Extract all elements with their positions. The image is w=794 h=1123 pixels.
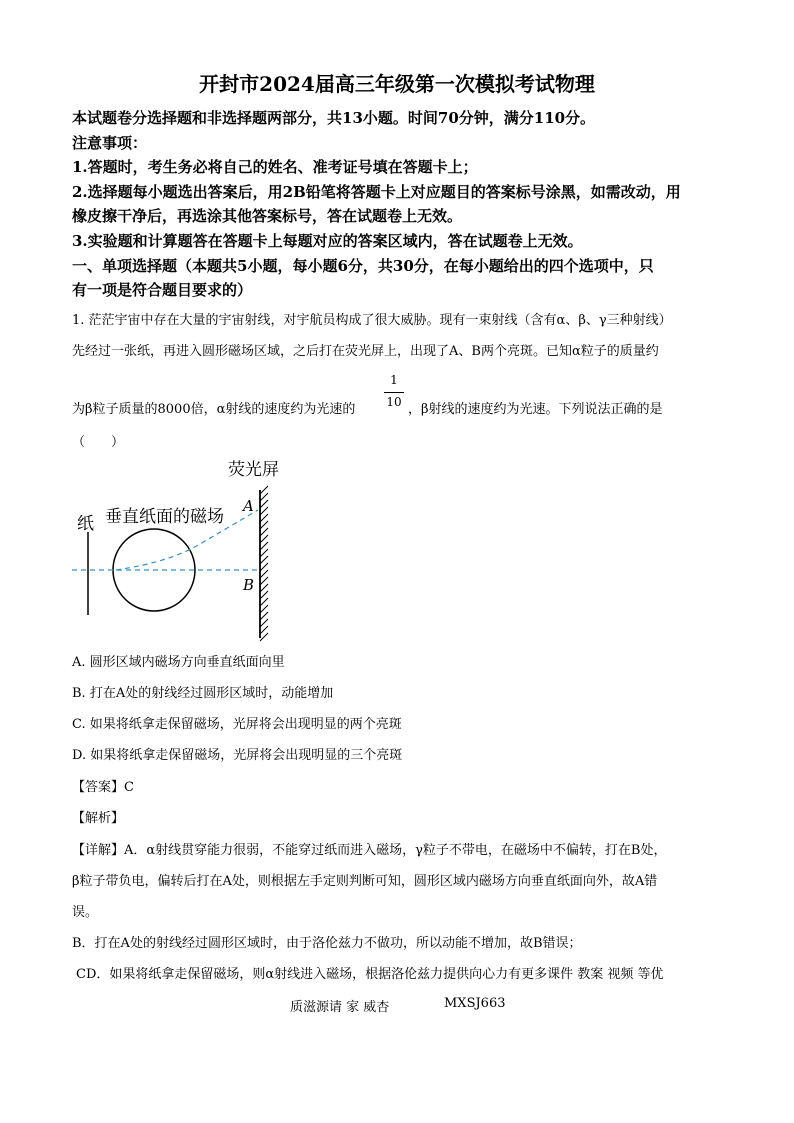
detail-line-5: CD．如果将纸拿走保留磁场，则α射线进入磁场，根据洛伦兹力提供向心力有更多课件 教案 视频 等优	[76, 967, 664, 982]
notice-title: 注意事项：	[72, 134, 148, 152]
page-title: 开封市2024届高三年级第一次模拟考试物理	[199, 72, 595, 96]
notice-item-2: 2.选择题每小题选出答案后，用2B铅笔将答题卡上对应题目的答案标号涂黑，如需改动，用	[72, 183, 681, 201]
option-a: A. 圆形区域内磁场方向垂直纸面向里	[72, 655, 285, 670]
footer-text: 质滋源请 家 威杏	[290, 1000, 390, 1015]
analysis-label: 【解析】	[72, 811, 125, 826]
question-text-line-2: 先经过一张纸，再进入圆形磁场区域，之后打在荧光屏上，出现了A、B两个亮斑。已知α粒子的质量约	[72, 344, 659, 359]
question-text-line-1: 1. 茫茫宇宙中存在大量的宇宙射线，对宇航员构成了很大威胁。现有一束射线（含有α、β、γ三种射线）	[72, 313, 672, 328]
section-heading-cont: 有一项是符合题目要求的）	[72, 281, 253, 299]
screen-label: 荧光屏	[228, 460, 279, 480]
spot-a-label: A	[243, 497, 254, 515]
option-b: B. 打在A处的射线经过圆形区域时，动能增加	[72, 686, 334, 701]
spot-b-label: B	[243, 576, 255, 594]
section-heading: 一、单项选择题（本题共5小题，每小题6分，共30分，在每小题给出的四个选项中，只	[72, 257, 654, 275]
option-d: D. 如果将纸拿走保留磁场，光屏将会出现明显的三个亮斑	[72, 748, 403, 763]
screen-hatching	[260, 486, 268, 641]
detail-line-4: B．打在A处的射线经过圆形区域时，由于洛伦兹力不做功，所以动能不增加，故B错误；	[72, 936, 582, 951]
field-label: 垂直纸面的磁场	[105, 507, 224, 527]
notice-item-1: 1.答题时，考生务必将自己的姓名、准考证号填在答题卡上；	[72, 158, 478, 176]
magnetic-field-diagram	[60, 452, 290, 642]
answer-label: 【答案】C	[72, 780, 134, 795]
exam-intro: 本试题卷分选择题和非选择题两部分，共13小题。时间70分钟，满分110分。	[72, 109, 596, 127]
notice-item-3: 3.实验题和计算题答在答题卡上每题对应的答案区域内，答在试题卷上无效。	[72, 232, 583, 250]
fraction-denominator: 10	[386, 395, 402, 409]
detail-line-3: 误。	[72, 905, 99, 920]
notice-item-2-cont: 橡皮擦干净后，再选涂其他答案标号，答在试题卷上无效。	[72, 207, 463, 225]
fraction-bar	[384, 392, 404, 393]
fraction-numerator: 1	[390, 373, 398, 387]
footer-code: MXSJ663	[444, 996, 506, 1011]
answer-blank: （ ）	[72, 435, 125, 450]
question-text-line-3-pre: 为β粒子质量的8000倍，α射线的速度约为光速的	[72, 402, 356, 417]
detail-line-2: β粒子带负电，偏转后打在A处，则根据左手定则判断可知，圆形区域内磁场方向垂直纸面向外，故A错	[72, 874, 658, 889]
option-c: C. 如果将纸拿走保留磁场，光屏将会出现明显的两个亮斑	[72, 717, 402, 732]
paper-label: 纸	[77, 514, 94, 534]
detail-line-1: 【详解】A．α射线贯穿能力很弱，不能穿过纸而进入磁场，γ粒子不带电，在磁场中不偏转，打在B处，	[72, 843, 667, 858]
question-text-line-3-post: ，β射线的速度约为光速。下列说法正确的是	[408, 402, 663, 417]
